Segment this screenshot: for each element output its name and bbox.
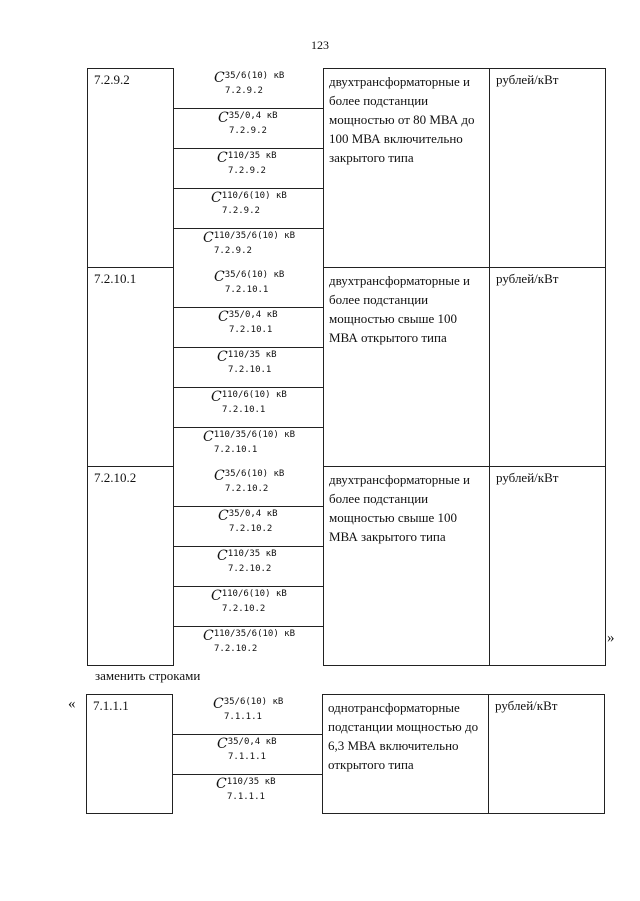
- formula-sub: 7.2.9.2: [228, 165, 266, 176]
- replace-instruction: заменить строками: [95, 668, 201, 683]
- table-row: [88, 69, 606, 268]
- formula-sup: 110/35/6(10) кВ: [213, 628, 295, 639]
- formula: [174, 109, 323, 149]
- formula-sup: 35/0,4 кВ: [227, 736, 277, 747]
- formula: [174, 189, 323, 229]
- formula-symbol: C: [211, 388, 222, 405]
- formula-sup: 110/6(10) кВ: [221, 389, 287, 400]
- row-unit: рублей/кВт: [490, 69, 606, 268]
- table-row: [88, 467, 606, 666]
- formula: [173, 775, 322, 814]
- formula-sup: 35/6(10) кВ: [224, 269, 285, 280]
- formula: [173, 735, 322, 775]
- formula-sub: 7.2.10.1: [229, 324, 273, 335]
- formula-sub: 7.1.1.1: [227, 791, 265, 802]
- formula: [174, 627, 323, 666]
- formula-sub: 7.2.10.1: [214, 444, 258, 455]
- formula-cell: [174, 268, 324, 467]
- formula-sup: 110/35/6(10) кВ: [213, 429, 295, 440]
- formula-symbol: C: [218, 507, 229, 524]
- formula-sub: 7.2.9.2: [225, 85, 263, 96]
- formula-symbol: C: [217, 735, 228, 752]
- formula-sup: 110/35 кВ: [226, 776, 276, 787]
- formula: [174, 547, 323, 587]
- formula-sup: 35/0,4 кВ: [228, 309, 278, 320]
- formula-sup: 35/0,4 кВ: [228, 110, 278, 121]
- row-description: двухтрансформаторные и более подстанции мощностью свыше 100 МВА закрытого типа: [324, 467, 490, 666]
- formula-cell: [174, 467, 324, 666]
- formula: [174, 507, 323, 547]
- row-code: 7.2.10.1: [88, 268, 174, 467]
- formula-sup: 35/0,4 кВ: [228, 508, 278, 519]
- formula: [174, 348, 323, 388]
- formula: [174, 467, 323, 507]
- formula-sup: 35/6(10) кВ: [223, 696, 284, 707]
- formula-sup: 110/6(10) кВ: [221, 190, 287, 201]
- formula-symbol: C: [203, 229, 214, 246]
- formula-symbol: C: [217, 547, 228, 564]
- formula-sup: 110/35 кВ: [227, 349, 277, 360]
- new-rows-table: [86, 694, 605, 814]
- formula-symbol: C: [214, 268, 225, 285]
- formula: [174, 388, 323, 428]
- row-code: 7.2.10.2: [88, 467, 174, 666]
- formula-cell: [174, 69, 324, 268]
- formula-sub: 7.2.10.1: [225, 284, 269, 295]
- row-description: однотрансформаторные подстанции мощностью до 6,3 МВА включительно открытого типа: [323, 695, 489, 814]
- formula-symbol: C: [216, 775, 227, 792]
- formula: [174, 428, 323, 467]
- formula-sub: 7.2.10.1: [222, 404, 266, 415]
- row-unit: рублей/кВт: [490, 467, 606, 666]
- formula: [174, 149, 323, 189]
- formula-sup: 35/6(10) кВ: [224, 70, 285, 81]
- opening-quote: «: [68, 696, 76, 712]
- formula-symbol: C: [213, 695, 224, 712]
- formula: [173, 695, 322, 735]
- formula-symbol: C: [211, 189, 222, 206]
- formula-sub: 7.2.10.2: [229, 523, 273, 534]
- formula-symbol: C: [203, 627, 214, 644]
- table-row: [88, 268, 606, 467]
- formula-sub: 7.2.10.2: [225, 483, 269, 494]
- old-rows-table: [87, 68, 606, 666]
- formula-sub: 7.2.9.2: [229, 125, 267, 136]
- row-unit: рублей/кВт: [489, 695, 605, 814]
- formula-sup: 110/35 кВ: [227, 548, 277, 559]
- formula: [174, 69, 323, 109]
- formula-sup: 35/6(10) кВ: [224, 468, 285, 479]
- formula: [174, 308, 323, 348]
- formula-sup: 110/35 кВ: [227, 150, 277, 161]
- formula-symbol: C: [211, 587, 222, 604]
- formula-sup: 110/35/6(10) кВ: [213, 230, 295, 241]
- closing-quote: »: [607, 630, 615, 646]
- row-code: 7.2.9.2: [88, 69, 174, 268]
- formula-symbol: C: [218, 109, 229, 126]
- formula-sup: 110/6(10) кВ: [221, 588, 287, 599]
- formula-sub: 7.2.10.1: [228, 364, 272, 375]
- page-number: 123: [311, 38, 329, 52]
- formula-symbol: C: [218, 308, 229, 325]
- formula-symbol: C: [214, 69, 225, 86]
- formula-symbol: C: [217, 149, 228, 166]
- formula-symbol: C: [203, 428, 214, 445]
- row-description: двухтрансформаторные и более подстанции мощностью свыше 100 МВА открытого типа: [324, 268, 490, 467]
- formula-sub: 7.2.10.2: [228, 563, 272, 574]
- formula-sub: 7.2.9.2: [214, 245, 252, 256]
- formula-symbol: C: [217, 348, 228, 365]
- formula: [174, 587, 323, 627]
- formula-sub: 7.2.10.2: [214, 643, 258, 654]
- formula-cell: [173, 695, 323, 814]
- formula-sub: 7.2.9.2: [222, 205, 260, 216]
- formula-symbol: C: [214, 467, 225, 484]
- formula-sub: 7.2.10.2: [222, 603, 266, 614]
- table-row: [87, 695, 605, 814]
- row-description: двухтрансформаторные и более подстанции мощностью от 80 МВА до 100 МВА включительно закрытого типа: [324, 69, 490, 268]
- formula-sub: 7.1.1.1: [224, 711, 262, 722]
- formula-sub: 7.1.1.1: [228, 751, 266, 762]
- row-code: 7.1.1.1: [87, 695, 173, 814]
- formula: [174, 268, 323, 308]
- formula: [174, 229, 323, 268]
- row-unit: рублей/кВт: [490, 268, 606, 467]
